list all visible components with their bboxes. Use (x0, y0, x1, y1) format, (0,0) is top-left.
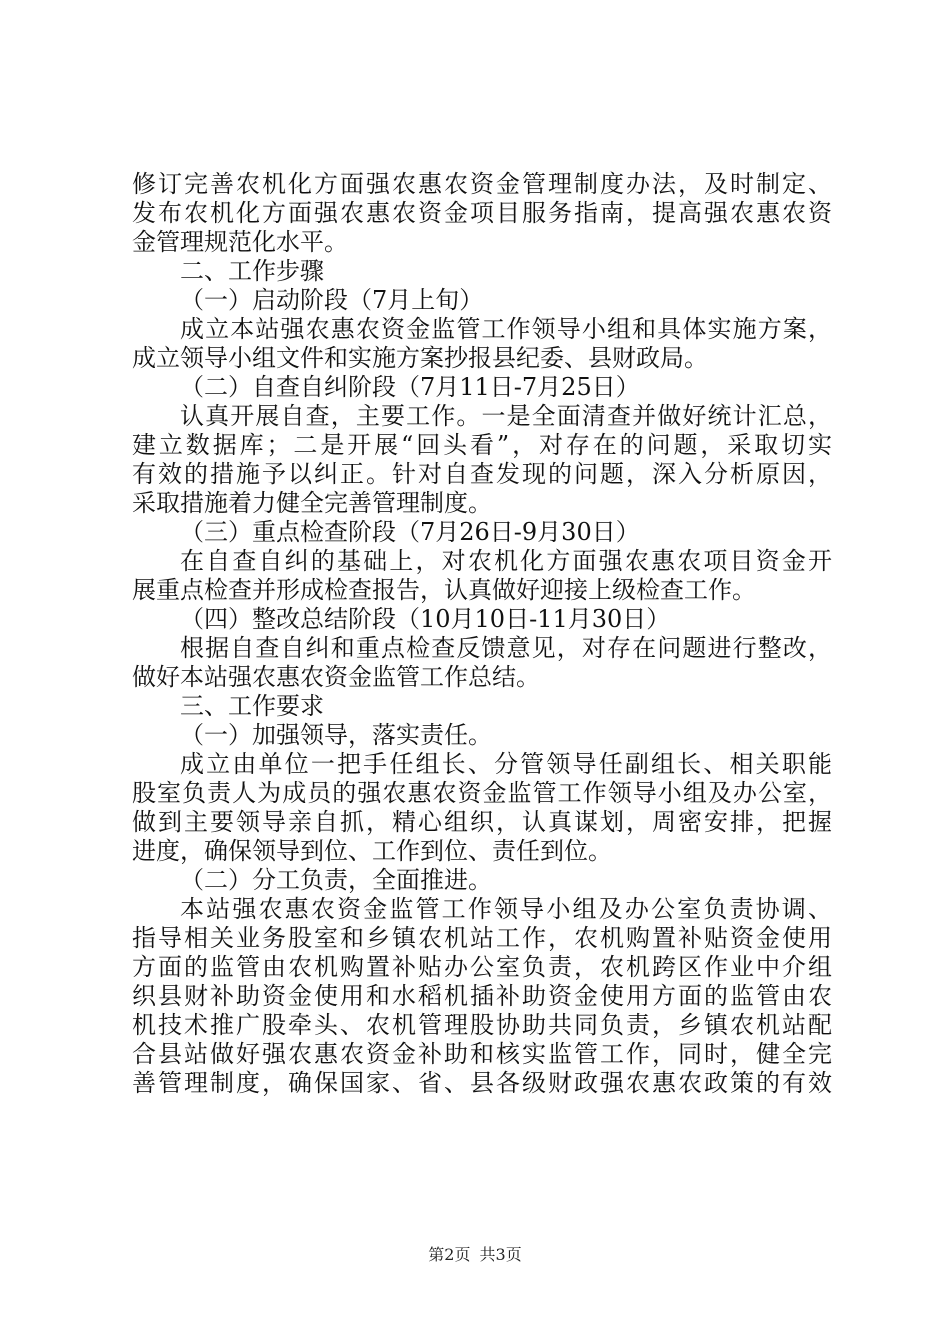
section-heading: 二、工作步骤 (180, 257, 324, 285)
paragraph-line: 善管理制度，确保国家、省、县各级财政强农惠农政策的有效 (132, 1069, 832, 1097)
subsection-heading: （一）加强领导，落实责任。 (180, 721, 492, 749)
page-number: 第2页 (428, 1245, 471, 1264)
paragraph-line: 在自查自纠的基础上，对农机化方面强农惠农项目资金开 (180, 547, 832, 575)
paragraph-line: 做到主要领导亲自抓，精心组织，认真谋划，周密安排，把握 (132, 808, 832, 836)
paragraph-line: 根据自查自纠和重点检查反馈意见，对存在问题进行整改， (180, 634, 832, 662)
paragraph-line: 有效的措施予以纠正。针对自查发现的问题，深入分析原因， (132, 460, 832, 488)
paragraph-line: 成立领导小组文件和实施方案抄报县纪委、县财政局。 (132, 344, 708, 372)
paragraph-line: 机技术推广股牵头、农机管理股协助共同负责，乡镇农机站配 (132, 1011, 832, 1039)
paragraph-line: 成立本站强农惠农资金监管工作领导小组和具体实施方案， (180, 315, 832, 343)
paragraph-line: 进度，确保领导到位、工作到位、责任到位。 (132, 837, 612, 865)
paragraph-line: 成立由单位一把手任组长、分管领导任副组长、相关职能 (180, 750, 832, 778)
paragraph-line: 做好本站强农惠农资金监管工作总结。 (132, 663, 540, 691)
paragraph-line: 股室负责人为成员的强农惠农资金监管工作领导小组及办公室， (132, 779, 832, 807)
subsection-heading: （二）自查自纠阶段（7月11日-7月25日） (180, 373, 640, 401)
paragraph-line: 本站强农惠农资金监管工作领导小组及办公室负责协调、 (180, 895, 832, 923)
page-total: 共3页 (479, 1245, 522, 1264)
paragraph-line: 方面的监管由农机购置补贴办公室负责，农机跨区作业中介组 (132, 953, 832, 981)
paragraph-line: 认真开展自查，主要工作。一是全面清查并做好统计汇总， (180, 402, 832, 430)
subsection-heading: （三）重点检查阶段（7月26日-9月30日） (180, 518, 640, 546)
paragraph-line: 建立数据库；二是开展“回头看”，对存在的问题，采取切实 (132, 431, 832, 459)
paragraph-line: 金管理规范化水平。 (132, 228, 348, 256)
subsection-heading: （二）分工负责，全面推进。 (180, 866, 492, 894)
paragraph-line: 展重点检查并形成检查报告，认真做好迎接上级检查工作。 (132, 576, 756, 604)
paragraph-line: 采取措施着力健全完善管理制度。 (132, 489, 492, 517)
subsection-heading: （四）整改总结阶段（10月10日-11月30日） (180, 605, 671, 633)
page-footer (0, 1245, 950, 1265)
paragraph-line: 发布农机化方面强农惠农资金项目服务指南，提高强农惠农资 (132, 199, 832, 227)
paragraph-line: 织县财补助资金使用和水稻机插补助资金使用方面的监管由农 (132, 982, 832, 1010)
paragraph-line: 指导相关业务股室和乡镇农机站工作，农机购置补贴资金使用 (132, 924, 832, 952)
paragraph-line: 修订完善农机化方面强农惠农资金管理制度办法，及时制定、 (132, 170, 832, 198)
subsection-heading: （一）启动阶段（7月上旬） (180, 286, 484, 314)
paragraph-line: 合县站做好强农惠农资金补助和核实监管工作，同时，健全完 (132, 1040, 832, 1068)
section-heading: 三、工作要求 (180, 692, 324, 720)
document-body (132, 170, 832, 1098)
